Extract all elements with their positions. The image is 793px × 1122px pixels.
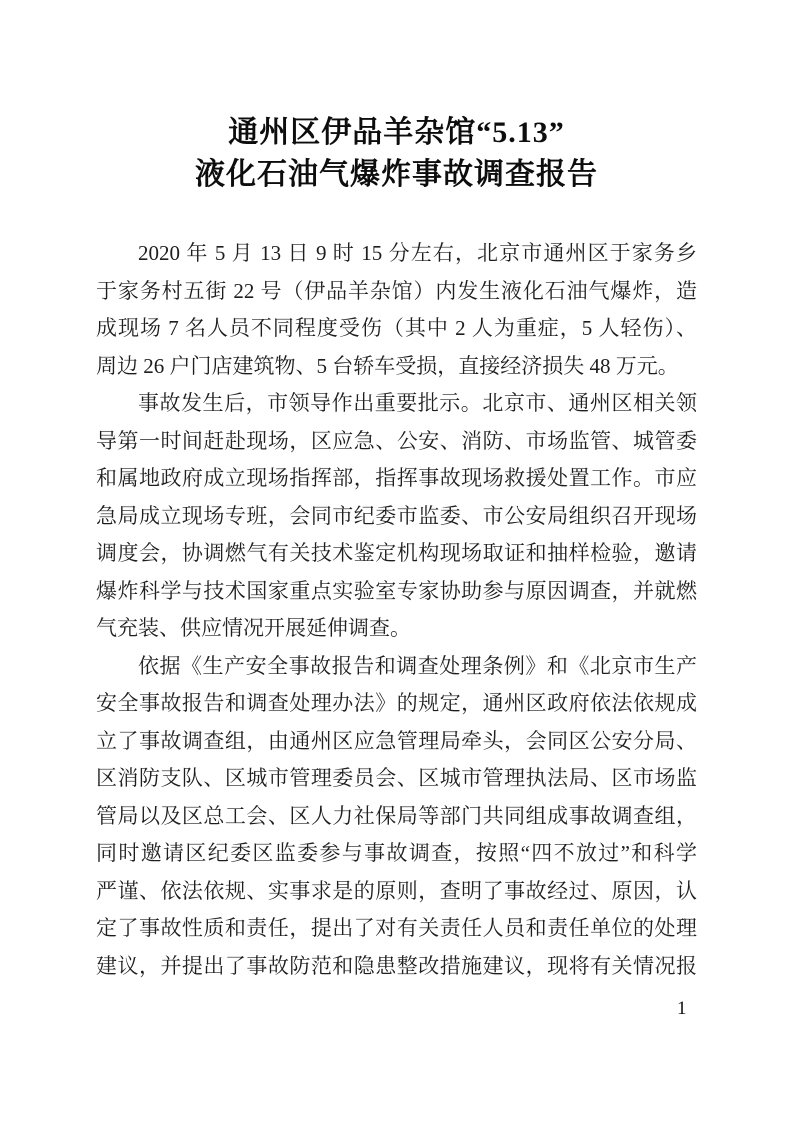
text-line: 调度会，协调燃气有关技术鉴定机构现场取证和抽样检验，邀请 (96, 541, 697, 565)
text-line: 管局以及区总工会、区人力社保局等部门共同组成事故调查组， (96, 803, 697, 828)
text-line: 2020 年 5 月 13 日 9 时 15 分左右，北京市通州区于家务乡 (138, 241, 697, 265)
text-line: 爆炸科学与技术国家重点实验室专家协助参与原因调查，并就燃 (96, 578, 697, 603)
text-line: 依据《生产安全事故报告和调查处理条例》和《北京市生产 (138, 653, 697, 678)
text-line: 急局成立现场专班，会同市纪委市监委、市公安局组织召开现场 (96, 503, 697, 528)
text-line: 成现场 7 名人员不同程度受伤（其中 2 人为重症，5 人轻伤）、 (96, 316, 697, 340)
text-line: 立了事故调查组，由通州区应急管理局牵头，会同区公安分局、 (96, 728, 697, 753)
document-body (0, 235, 793, 985)
report-title-line-2: 液化石油气爆炸事故调查报告 (195, 158, 598, 191)
text-line: 安全事故报告和调查处理办法》的规定，通州区政府依法依规成 (96, 691, 697, 715)
text-line: 定了事故性质和责任，提出了对有关责任人员和责任单位的处理 (96, 916, 697, 940)
text-line: 导第一时间赶赴现场，区应急、公安、消防、市场监管、城管委 (96, 428, 697, 453)
paragraph (96, 235, 697, 385)
text-line: 同时邀请区纪委区监委参与事故调查，按照“四不放过”和科学 (96, 841, 697, 865)
text-line: 严谨、依法依规、实事求是的原则，查明了事故经过、原因，认 (96, 878, 697, 903)
text-line: 事故发生后，市领导作出重要批示。北京市、通州区相关领 (138, 391, 697, 415)
page-number: 1 (677, 998, 687, 1019)
paragraph (96, 648, 697, 986)
paragraph (96, 385, 697, 648)
report-title-line-1: 通州区伊品羊杂馆“5.13” (228, 116, 565, 149)
text-line: 和属地政府成立现场指挥部，指挥事故现场救援处置工作。市应 (96, 466, 697, 490)
text-line: 区消防支队、区城市管理委员会、区城市管理执法局、区市场监 (96, 766, 697, 790)
text-line: 气充装、供应情况开展延伸调查。 (96, 616, 411, 640)
report-title (0, 0, 793, 196)
text-line: 建议，并提出了事故防范和隐患整改措施建议，现将有关情况报 (96, 953, 697, 978)
text-line: 周边 26 户门店建筑物、5 台轿车受损，直接经济损失 48 万元。 (96, 353, 679, 378)
text-line: 于家务村五街 22 号（伊品羊杂馆）内发生液化石油气爆炸，造 (96, 278, 697, 303)
